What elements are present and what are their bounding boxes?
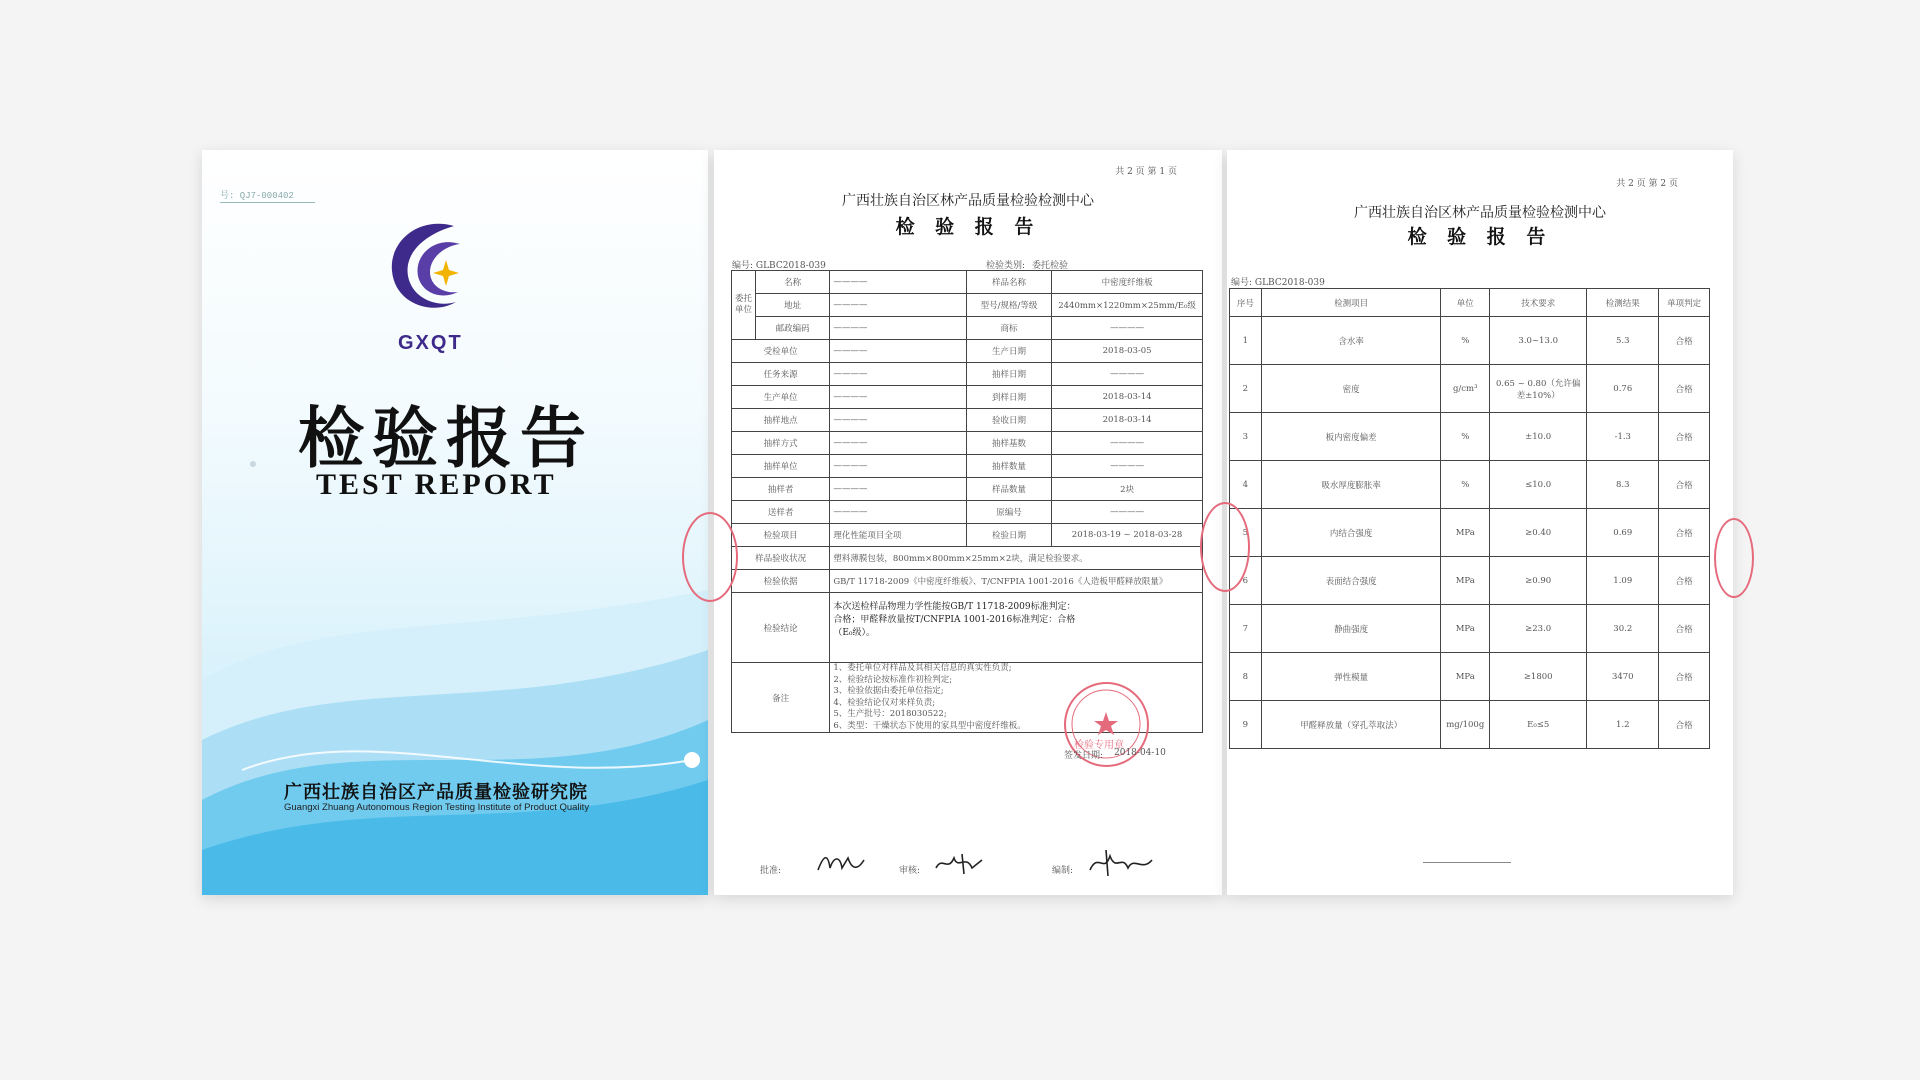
cell-item: 表面结合强度: [1261, 557, 1441, 605]
cell-no: 7: [1230, 605, 1262, 653]
cell-no: 6: [1230, 557, 1262, 605]
cell-req: ≤10.0: [1490, 461, 1587, 509]
edge-stamp-middle: [1200, 502, 1250, 592]
cell-result: 1.2: [1587, 701, 1659, 749]
compile-label: 编制:: [1052, 866, 1074, 876]
report-page-1: [714, 150, 1222, 895]
gxqt-logo-icon: [384, 216, 476, 326]
report-title: 检 验 报 告: [895, 216, 1041, 238]
page-number: 共 2 页 第 1 页: [1115, 167, 1177, 177]
field-label: 样品名称: [966, 271, 1051, 294]
center-name: 广西壮族自治区林产品质量检验检测中心: [842, 193, 1094, 209]
info-row: [732, 478, 1203, 501]
cell-item: 板内密度偏差: [1261, 413, 1441, 461]
field-label: 型号/规格/等级: [966, 294, 1051, 317]
info-row: [732, 432, 1203, 455]
decorative-dot: [250, 461, 256, 467]
cell-req: ≥1800: [1490, 653, 1587, 701]
field-value: ————: [830, 501, 967, 524]
field-label: 检验依据: [732, 570, 830, 593]
serial-number: 编号: GLBC2018-039: [732, 261, 826, 271]
cell-result: 5.3: [1587, 317, 1659, 365]
cell-unit: %: [1441, 461, 1490, 509]
note-line: 6、类型：干燥状态下使用的家具型中密度纤维板。: [833, 720, 1026, 731]
note-line: 3、检验依据由委托单位指定;: [833, 686, 944, 696]
field-value: ————: [830, 317, 967, 340]
cell-no: 8: [1230, 653, 1262, 701]
cell-item: 弹性模量: [1261, 653, 1441, 701]
info-row: [732, 271, 1203, 294]
cell-no: 9: [1230, 701, 1262, 749]
review-signature: [932, 850, 992, 876]
cell-result: 8.3: [1587, 461, 1659, 509]
info-row: [732, 547, 1203, 570]
cell-result: 30.2: [1587, 605, 1659, 653]
column-header: 单项判定: [1659, 289, 1710, 317]
cell-verdict: 合格: [1659, 413, 1710, 461]
institute-name-cn: 广西壮族自治区产品质量检验研究院: [284, 782, 588, 803]
cell-item: 静曲强度: [1261, 605, 1441, 653]
cell-req: ±10.0: [1490, 413, 1587, 461]
table-row: [1230, 509, 1710, 557]
field-value: 2018-03-19 ~ 2018-03-28: [1052, 524, 1203, 547]
cell-item: 内结合强度: [1261, 509, 1441, 557]
cell-verdict: 合格: [1659, 557, 1710, 605]
column-header: 检测结果: [1587, 289, 1659, 317]
footer-line: [1423, 862, 1511, 863]
note-line: 2、检验结论按标准作初检判定;: [833, 674, 953, 685]
cell-req: ≥0.40: [1490, 509, 1587, 557]
info-row: [732, 340, 1203, 363]
field-label: 抽样地点: [732, 409, 830, 432]
wave-decoration: [202, 570, 708, 895]
cell-item: 甲醛释放量（穿孔萃取法）: [1261, 701, 1441, 749]
field-label: 原编号: [966, 501, 1051, 524]
report-title-2: 检 验 报 告: [1407, 226, 1553, 248]
info-row: [732, 524, 1203, 547]
field-value: ————: [830, 386, 967, 409]
field-label: 到样日期: [966, 386, 1051, 409]
field-value: 本次送检样品物理力学性能按GB/T 11718-2009标准判定：合格；甲醛释放量按T/CNFPIA 1001-2016标准判定：合格（E₀级）。: [830, 593, 1203, 663]
page-number-2: 共 2 页 第 2 页: [1616, 179, 1678, 189]
cell-result: 3470: [1587, 653, 1659, 701]
field-label: 受检单位: [732, 340, 830, 363]
table-row: [1230, 701, 1710, 749]
field-value: 2018-03-14: [1052, 386, 1203, 409]
info-row: [732, 363, 1203, 386]
field-label: 生产单位: [732, 386, 830, 409]
cover-title-en: TEST REPORT: [316, 468, 557, 501]
info-row: [732, 593, 1203, 663]
field-label: 生产日期: [966, 340, 1051, 363]
field-value: ————: [830, 432, 967, 455]
cover-code: 号: QJ7-000402: [220, 188, 315, 203]
field-label: 样品数量: [966, 478, 1051, 501]
cell-verdict: 合格: [1659, 653, 1710, 701]
column-header: 检测项目: [1261, 289, 1441, 317]
field-value: ————: [830, 294, 967, 317]
cell-unit: %: [1441, 413, 1490, 461]
field-value: 2018-03-05: [1052, 340, 1203, 363]
field-value: 塑料薄膜包装，800mm×800mm×25mm×2块，满足检验要求。: [830, 547, 1203, 570]
note-line: 5、生产批号：2018030522;: [833, 709, 947, 719]
field-label: 商标: [966, 317, 1051, 340]
cell-unit: g/cm³: [1441, 365, 1490, 413]
inspection-type-label: 检验类别:: [986, 261, 1026, 271]
cell-result: -1.3: [1587, 413, 1659, 461]
info-row: [732, 409, 1203, 432]
info-row: [732, 386, 1203, 409]
field-label: 任务来源: [732, 363, 830, 386]
cell-no: 2: [1230, 365, 1262, 413]
column-header: 单位: [1441, 289, 1490, 317]
center-name-2: 广西壮族自治区林产品质量检验检测中心: [1354, 205, 1606, 221]
info-row: [732, 455, 1203, 478]
review-label: 审核:: [899, 866, 921, 876]
table-row: [1230, 461, 1710, 509]
logo-text: GXQT: [398, 332, 463, 354]
table-row: [1230, 605, 1710, 653]
cell-verdict: 合格: [1659, 701, 1710, 749]
field-label: 抽样方式: [732, 432, 830, 455]
compile-signature: [1086, 848, 1156, 878]
table-header-row: [1230, 289, 1710, 317]
cell-item: 密度: [1261, 365, 1441, 413]
approve-label: 批准:: [760, 866, 782, 876]
field-label: 送样者: [732, 501, 830, 524]
cell-req: 3.0~13.0: [1490, 317, 1587, 365]
cell-unit: MPa: [1441, 653, 1490, 701]
issue-date: 2018-04-10: [1114, 748, 1166, 758]
institute-name-en: Guangxi Zhuang Autonomous Region Testing Institute of Product Quality: [284, 802, 590, 813]
inspection-type: 委托检验: [1032, 261, 1069, 271]
field-label: 抽样者: [732, 478, 830, 501]
cell-item: 含水率: [1261, 317, 1441, 365]
field-value: ————: [1052, 363, 1203, 386]
field-label: 检验结论: [732, 593, 830, 663]
cell-item: 吸水厚度膨胀率: [1261, 461, 1441, 509]
info-row: [732, 294, 1203, 317]
field-value: 理化性能项目全项: [830, 524, 967, 547]
field-label: 名称: [756, 271, 830, 294]
notes-label: 备注: [732, 663, 830, 733]
cell-verdict: 合格: [1659, 365, 1710, 413]
cell-req: 0.65 ~ 0.80（允许偏差±10%）: [1490, 365, 1587, 413]
stamp-text: 检验专用章: [1074, 740, 1124, 751]
info-row: [732, 501, 1203, 524]
cover-title-cn: 检验报告: [298, 399, 594, 477]
column-header: 技术要求: [1490, 289, 1587, 317]
cell-req: ≥23.0: [1490, 605, 1587, 653]
cell-unit: MPa: [1441, 509, 1490, 557]
cell-verdict: 合格: [1659, 461, 1710, 509]
field-value: ————: [1052, 501, 1203, 524]
note-line: 4、检验结论仅对来样负责;: [833, 697, 936, 708]
field-value: ————: [1052, 455, 1203, 478]
field-value: 中密度纤维板: [1052, 271, 1203, 294]
test-results-table: [1229, 288, 1710, 749]
cover-page: [202, 150, 708, 895]
field-value: 2块: [1052, 478, 1203, 501]
cell-result: 0.76: [1587, 365, 1659, 413]
table-row: [1230, 365, 1710, 413]
field-label: 抽样日期: [966, 363, 1051, 386]
field-label: 检验项目: [732, 524, 830, 547]
field-value: ————: [830, 409, 967, 432]
table-row: [1230, 557, 1710, 605]
cell-no: 5: [1230, 509, 1262, 557]
cell-result: 0.69: [1587, 509, 1659, 557]
cell-unit: %: [1441, 317, 1490, 365]
cell-no: 3: [1230, 413, 1262, 461]
cell-unit: MPa: [1441, 557, 1490, 605]
cell-result: 1.09: [1587, 557, 1659, 605]
serial-number-2: 编号: GLBC2018-039: [1231, 278, 1325, 288]
field-label: 地址: [756, 294, 830, 317]
field-value: 2440mm×1220mm×25mm/E₀级: [1052, 294, 1203, 317]
column-header: 序号: [1230, 289, 1262, 317]
issue-date-label: 签发日期:: [1064, 751, 1104, 761]
cell-req: E₀≤5: [1490, 701, 1587, 749]
report-page-2: [1227, 150, 1733, 895]
table-row: [1230, 317, 1710, 365]
cell-verdict: 合格: [1659, 317, 1710, 365]
cell-no: 1: [1230, 317, 1262, 365]
field-label: 抽样单位: [732, 455, 830, 478]
edge-stamp-left: [682, 512, 738, 602]
cell-verdict: 合格: [1659, 509, 1710, 557]
field-value: ————: [830, 271, 967, 294]
field-value: ————: [1052, 432, 1203, 455]
field-label: 样品验收状况: [732, 547, 830, 570]
info-row: [732, 317, 1203, 340]
field-value: ————: [1052, 317, 1203, 340]
info-row: [732, 570, 1203, 593]
table-row: [1230, 653, 1710, 701]
field-label: 验收日期: [966, 409, 1051, 432]
field-label: 抽样基数: [966, 432, 1051, 455]
report-info-table: [731, 270, 1203, 733]
field-value: ————: [830, 455, 967, 478]
cell-unit: MPa: [1441, 605, 1490, 653]
field-value: ————: [830, 478, 967, 501]
cell-unit: mg/100g: [1441, 701, 1490, 749]
note-line: 1、委托单位对样品及其相关信息的真实性负责;: [833, 663, 1012, 673]
field-value: ————: [830, 363, 967, 386]
approve-signature: [814, 850, 874, 876]
field-label: 检验日期: [966, 524, 1051, 547]
field-label: 抽样数量: [966, 455, 1051, 478]
edge-stamp-right: [1714, 518, 1754, 598]
table-row: [1230, 413, 1710, 461]
field-value: 2018-03-14: [1052, 409, 1203, 432]
field-label: 邮政编码: [756, 317, 830, 340]
client-group-label: 委托单位: [732, 271, 756, 340]
cell-req: ≥0.90: [1490, 557, 1587, 605]
field-value: GB/T 11718-2009《中密度纤维板》、T/CNFPIA 1001-2016《人造板甲醛释放限量》: [830, 570, 1203, 593]
cell-no: 4: [1230, 461, 1262, 509]
cell-verdict: 合格: [1659, 605, 1710, 653]
field-value: ————: [830, 340, 967, 363]
